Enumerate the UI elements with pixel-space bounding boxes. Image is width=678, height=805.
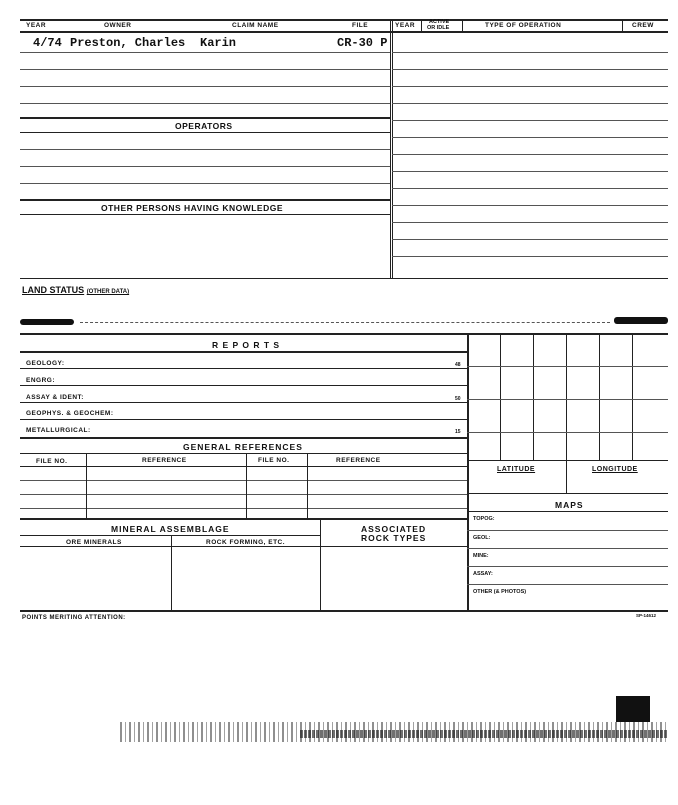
ops-row-line (392, 239, 668, 240)
gr-col-sep (307, 453, 308, 518)
header-active: ACTIVE (429, 19, 450, 25)
reports-top-border (20, 333, 668, 335)
report-row-line (20, 402, 467, 403)
mineral-col-sep (171, 535, 172, 611)
report-row-line (20, 385, 467, 386)
report-assay-num: 50 (455, 396, 461, 402)
report-geology-num: 48 (455, 362, 461, 368)
points-meriting-attention: POINTS MERITING ATTENTION: (22, 615, 126, 621)
header-claim-name: CLAIM NAME (232, 22, 279, 29)
mineral-assemblage-title: MINERAL ASSEMBLAGE (111, 524, 230, 534)
maps-mine: MINE: (473, 553, 489, 559)
land-status-title: LAND STATUS (22, 285, 85, 295)
scan-blot (20, 319, 74, 325)
gr-col-sep (246, 453, 247, 518)
report-row-line (20, 419, 467, 420)
land-status-heading (22, 285, 129, 295)
header-crew: CREW (632, 22, 654, 29)
maps-row-line (467, 548, 668, 549)
operators-row-line (20, 166, 390, 167)
gr-col-sep (86, 453, 87, 518)
owner-row-line (20, 103, 390, 104)
gr-row-line (20, 494, 467, 495)
header-bottom-border (20, 31, 668, 33)
owner-row-line (20, 86, 390, 87)
maps-row-line (467, 530, 668, 531)
report-engrg-label: ENGRG: (26, 377, 55, 384)
general-references-header-line (20, 453, 467, 454)
maps-other-photos: OTHER (& PHOTOS) (473, 589, 527, 595)
owner-row-line (20, 69, 390, 70)
entry-claim-name: Karin (200, 36, 237, 50)
report-row-line (20, 368, 467, 369)
col-sep (622, 19, 623, 31)
mineral-subheader-line (20, 546, 467, 547)
ops-row-line (392, 103, 668, 104)
entry-owner: Preston, Charles (70, 36, 186, 50)
dashed-line (80, 322, 610, 323)
gr-col-file-no-1: FILE NO. (36, 458, 68, 465)
mineral-header-line (20, 535, 320, 536)
operators-title: OPERATORS (175, 121, 233, 131)
report-geology-label: GEOLOGY: (26, 360, 65, 367)
gr-col-reference-1: REFERENCE (142, 457, 187, 464)
form-number: SP-14612 (636, 613, 657, 618)
grid-col (566, 333, 567, 493)
ops-bottom-line (20, 278, 668, 279)
col-sep (392, 19, 393, 279)
ops-row-line (392, 256, 668, 257)
header-or-idle: OR IDLE (427, 25, 450, 31)
mineral-ore-minerals: ORE MINERALS (66, 539, 122, 546)
report-metallurgical-num: 15 (455, 429, 461, 435)
land-status-subtitle: (OTHER DATA) (86, 289, 130, 295)
grid-col (500, 333, 501, 460)
header-file: FILE (352, 22, 369, 29)
operators-row-line (20, 149, 390, 150)
associated-rock-types-1: ASSOCIATED (361, 524, 427, 534)
other-persons-title: OTHER PERSONS HAVING KNOWLEDGE (101, 203, 284, 213)
maps-row-line (467, 566, 668, 567)
col-sep (421, 19, 422, 31)
general-references-title: GENERAL REFERENCES (183, 442, 303, 452)
gr-col-reference-2: REFERENCE (336, 457, 381, 464)
longitude-label: LONGITUDE (592, 466, 638, 473)
gr-bottom-line (20, 518, 467, 520)
ops-row-line (392, 137, 668, 138)
grid-bottom (467, 460, 668, 461)
reports-header-line (20, 351, 467, 353)
header-year: YEAR (26, 22, 47, 29)
report-bottom-line (20, 437, 467, 439)
col-sep (390, 19, 391, 279)
col-sep (462, 19, 463, 31)
operators-row-line (20, 183, 390, 184)
grid-row (467, 432, 668, 433)
mineral-rock-forming: ROCK FORMING, ETC. (206, 539, 286, 546)
mineral-col-sep (320, 518, 321, 611)
scan-noise-band (300, 730, 668, 738)
header-year-2: YEAR (395, 22, 416, 29)
operators-top-border (20, 117, 390, 119)
maps-title: MAPS (555, 500, 584, 510)
grid-col (632, 333, 633, 460)
grid-row (467, 399, 668, 400)
owner-row-line (20, 52, 390, 53)
gr-row-line (20, 508, 467, 509)
latitude-label: LATITUDE (497, 466, 536, 473)
other-persons-top-border (20, 199, 390, 201)
ops-row-line (392, 205, 668, 206)
gr-row-line (20, 480, 467, 481)
grid-col (533, 333, 534, 460)
entry-file: CR-30 P (337, 36, 388, 50)
form-bottom-border (20, 610, 668, 612)
ops-row-line (392, 52, 668, 53)
top-border (20, 19, 668, 21)
ops-row-line (392, 188, 668, 189)
report-metallurgical-label: METALLURGICAL: (26, 427, 91, 434)
entry-year: 4/74 (33, 36, 62, 50)
scan-blot (614, 317, 668, 324)
associated-rock-types-2: ROCK TYPES (361, 533, 427, 543)
ops-row-line (392, 171, 668, 172)
header-type-of-operation: TYPE OF OPERATION (485, 22, 562, 29)
maps-topog: TOPOG: (473, 516, 495, 522)
report-geophys-label: GEOPHYS. & GEOCHEM: (26, 410, 114, 417)
grid-col (599, 333, 600, 460)
maps-assay: ASSAY: (473, 571, 493, 577)
maps-header-line (467, 511, 668, 512)
reports-title: R E P O R T S (212, 340, 281, 350)
ops-row-line (392, 120, 668, 121)
ops-row-line (392, 69, 668, 70)
latlong-bottom (467, 493, 668, 494)
scan-noise-block (616, 696, 650, 722)
ops-row-line (392, 86, 668, 87)
gr-col-file-no-2: FILE NO. (258, 457, 290, 464)
report-assay-label: ASSAY & IDENT: (26, 394, 84, 401)
maps-row-line (467, 584, 668, 585)
operators-header-line (20, 132, 390, 133)
header-owner: OWNER (104, 22, 132, 29)
ops-row-line (392, 222, 668, 223)
maps-geol: GEOL: (473, 535, 491, 541)
other-persons-header-line (20, 214, 390, 215)
gr-row-line (20, 466, 467, 467)
ops-row-line (392, 154, 668, 155)
grid-row (467, 366, 668, 367)
reports-right-border (467, 333, 469, 611)
